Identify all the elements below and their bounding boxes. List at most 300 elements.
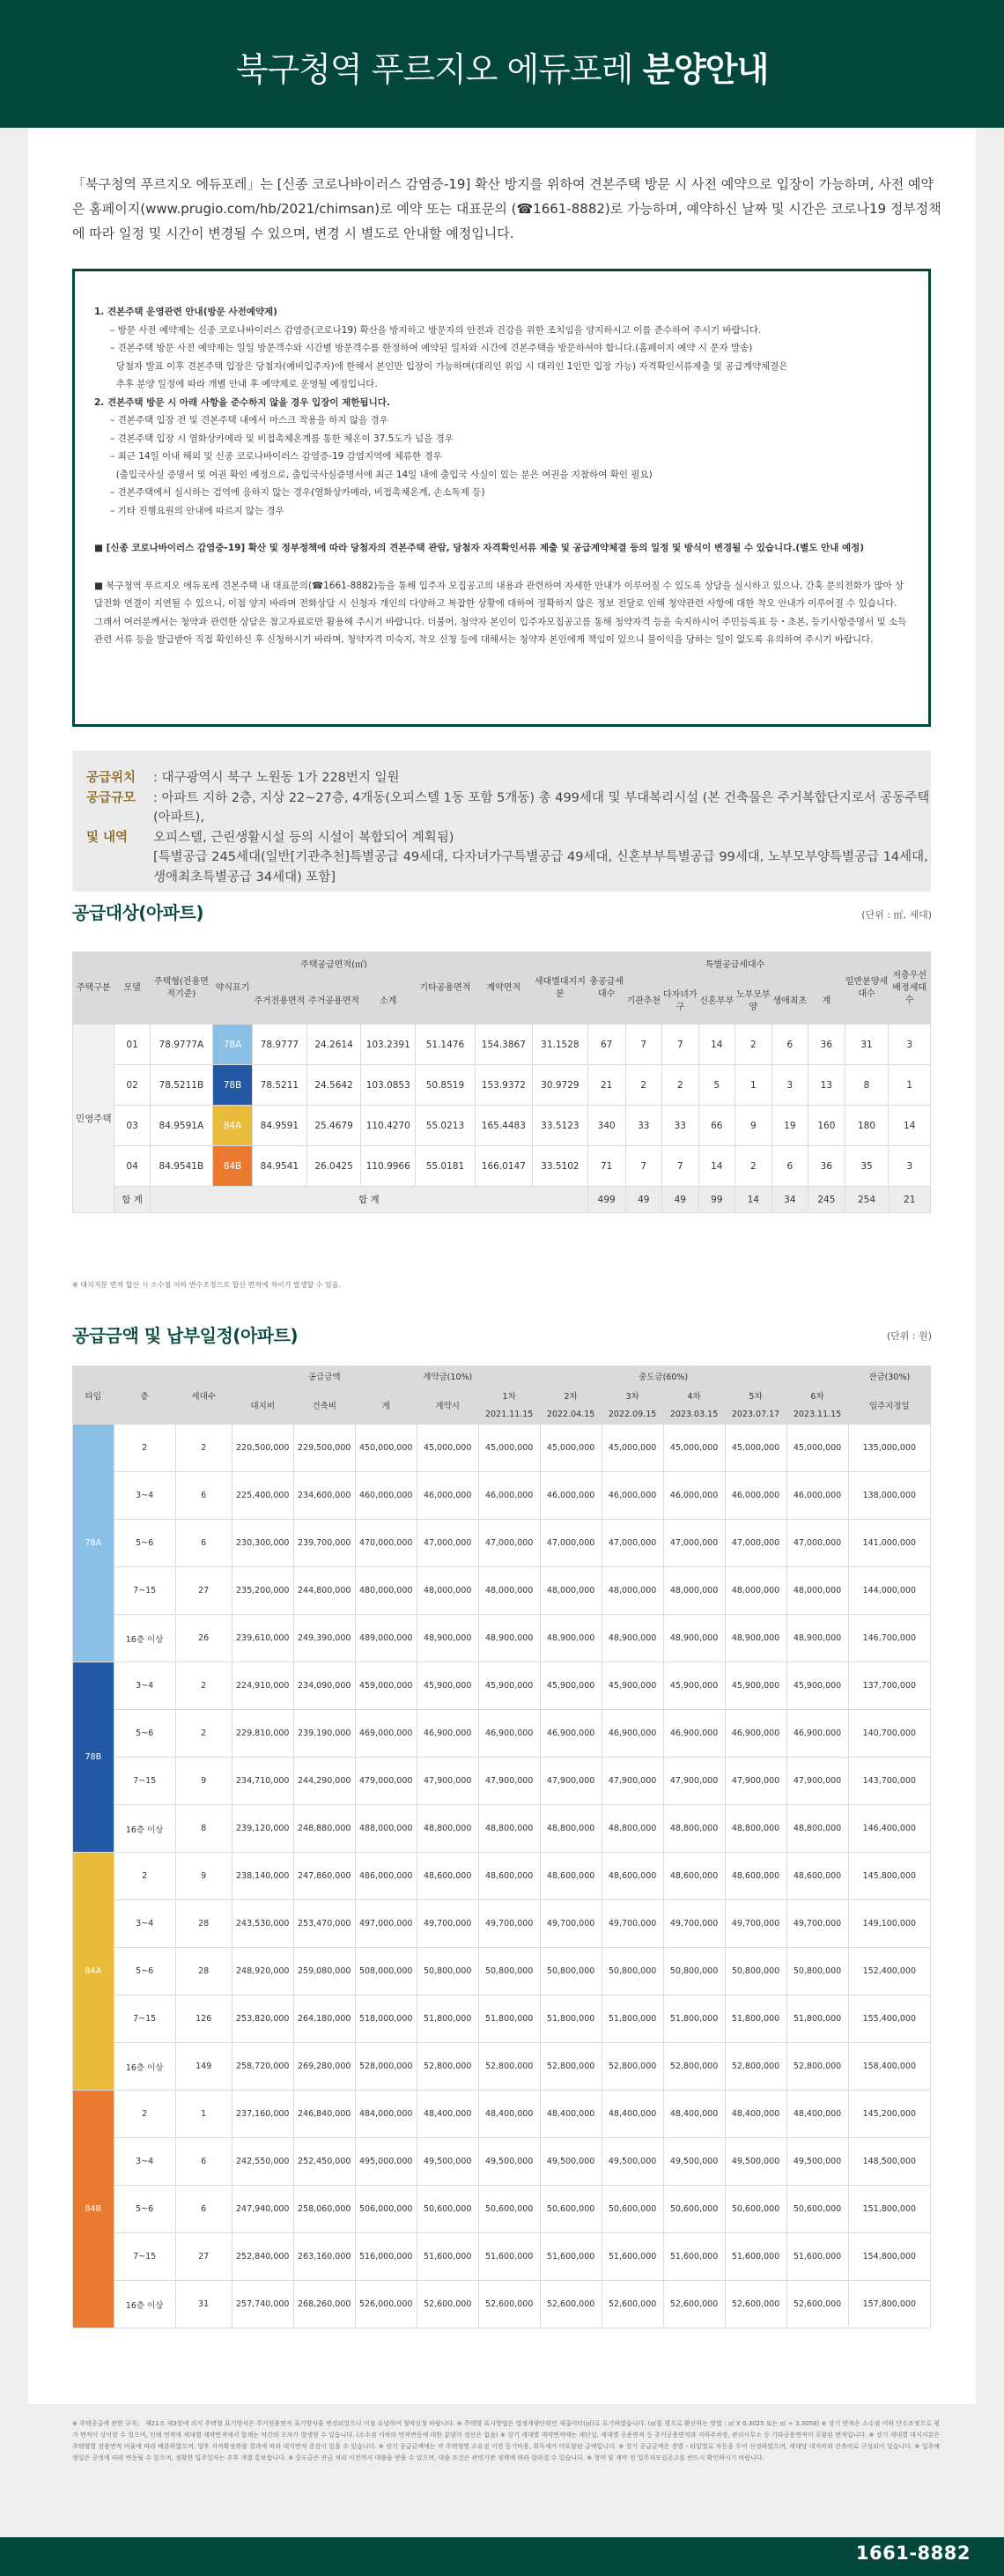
contract-cell: 153.9372 <box>475 1065 532 1106</box>
land-cell: 248,920,000 <box>232 1948 293 1995</box>
total-cell: 486,000,000 <box>355 1853 417 1900</box>
table-row <box>73 1662 931 1710</box>
excl-cell: 78.9777 <box>253 1025 307 1065</box>
dep-cell: 50,800,000 <box>417 1948 478 1995</box>
floor-cell: 3~4 <box>114 2138 175 2186</box>
mid-payment-cell: 48,800,000 <box>663 1805 725 1853</box>
floor-cell: 7~15 <box>114 1758 175 1805</box>
col-type: 주택형(전용면적기준) <box>150 952 212 1025</box>
newly-cell: 14 <box>698 1146 735 1187</box>
land-cell: 239,610,000 <box>232 1615 293 1662</box>
mid-payment-cell: 47,900,000 <box>478 1758 540 1805</box>
general-cell: 35 <box>845 1146 889 1187</box>
floor-cell: 5~6 <box>114 1520 175 1567</box>
supply-info-row <box>86 768 931 788</box>
notice-item: 당첨자 발표 이후 견본주택 입장은 당첨자(예비입주자)에 한해서 본인만 입장이 가능하며(대리인 위임 시 대리인 1인만 입장 가능) 자격확인서류제출 및 공급계약체결은 <box>110 360 788 372</box>
supply-info-value: 생애최초특별공급 34세대) 포함] <box>153 870 336 885</box>
contract-cell: 165.4483 <box>475 1106 532 1146</box>
mid-payment-cell: 49,500,000 <box>540 2138 602 2186</box>
notice-section-2-list <box>94 411 909 520</box>
mid-payment-cell: 49,700,000 <box>478 1900 540 1948</box>
mid-payment-cell: 52,800,000 <box>602 2043 663 2091</box>
mid-payment-cell: 48,400,000 <box>663 2091 725 2138</box>
sum-general: 254 <box>845 1187 889 1213</box>
building-cell: 252,450,000 <box>293 2138 355 2186</box>
other-cell: 50.8519 <box>416 1065 476 1106</box>
mid-payment-cell: 47,000,000 <box>478 1520 540 1567</box>
other-cell: 55.0213 <box>416 1106 476 1146</box>
model-cell: 03 <box>114 1106 150 1146</box>
land-cell: 238,140,000 <box>232 1853 293 1900</box>
land-cell: 234,710,000 <box>232 1758 293 1805</box>
type-cell: 84.9591A <box>150 1106 212 1146</box>
mid-payment-cell: 52,800,000 <box>663 2043 725 2091</box>
mid-payment-cell: 46,900,000 <box>786 1710 848 1758</box>
dep-cell: 49,700,000 <box>417 1900 478 1948</box>
sum-cell: 13 <box>808 1065 845 1106</box>
mid-payment-cell: 48,400,000 <box>602 2091 663 2138</box>
intro-text: 「북구청역 푸르지오 에듀포레」는 [신종 코로나바이러스 감염증-19] 확산 방지를 위하여 견본주택 방문 시 사전 예약으로 입장이 가능하며, 사전 예약은 홈페이지(www.prugio.com/hb/2021/chimsan)로 예약 또는 대표문의 (☎1661-8882)로 가능하며, 예약하신 날짜 및 시간은 코로나19 정부정책에 따라 일정 및 시간이 변경될 수 있으며, 변경 시 별도로 안내할 예정입니다. <box>72 176 941 241</box>
dep-cell: 48,000,000 <box>417 1567 478 1615</box>
model-cell: 04 <box>114 1146 150 1187</box>
building-cell: 247,860,000 <box>293 1853 355 1900</box>
mid-payment-cell: 48,900,000 <box>663 1615 725 1662</box>
sum-elder: 14 <box>735 1187 772 1213</box>
balance-cell: 141,000,000 <box>848 1520 930 1567</box>
price-table-title: 공급금액 및 납부일정(아파트) <box>72 1325 299 1346</box>
mid-payment-cell: 46,000,000 <box>663 1472 725 1520</box>
col-common: 주거공용면적 <box>306 979 361 1025</box>
supply-info-row <box>86 868 931 888</box>
dep-cell: 52,600,000 <box>417 2281 478 2328</box>
col-elder: 노부모부양 <box>735 979 772 1025</box>
sum-cell: 36 <box>808 1146 845 1187</box>
land-cell: 33.5102 <box>532 1146 587 1187</box>
col-land: 대지비 <box>232 1386 293 1425</box>
balance-cell: 158,400,000 <box>848 2043 930 2091</box>
col-contract-area: 계약면적 <box>475 952 532 1025</box>
col-general-units: 일반분양세대수 <box>845 952 889 1025</box>
mid-payment-cell: 52,600,000 <box>540 2281 602 2328</box>
land-cell: 30.9729 <box>532 1065 587 1106</box>
col-deposit-group: 계약금(10%) <box>417 1366 478 1386</box>
multi-cell: 7 <box>662 1025 699 1065</box>
balance-cell: 146,400,000 <box>848 1805 930 1853</box>
total-cell: 489,000,000 <box>355 1615 417 1662</box>
col-supply-group: 공급금액 <box>232 1366 417 1386</box>
mid-payment-cell: 47,000,000 <box>663 1520 725 1567</box>
mid-payment-cell: 45,900,000 <box>540 1662 602 1710</box>
mid-payment-cell: 48,900,000 <box>786 1615 848 1662</box>
mid-payment-cell: 49,500,000 <box>478 2138 540 2186</box>
col-special-group: 특별공급세대수 <box>625 952 845 979</box>
table-row <box>73 1615 931 1662</box>
model-cell: 02 <box>114 1065 150 1106</box>
notice-item: 추후 분양 일정에 따라 개별 안내 후 예약제로 운영될 예정입니다. <box>110 379 378 389</box>
balance-cell: 157,800,000 <box>848 2281 930 2328</box>
col-inst: 기관추천 <box>625 979 662 1025</box>
floor-cell: 16층 이상 <box>114 1615 175 1662</box>
mid-payment-cell: 50,800,000 <box>602 1948 663 1995</box>
mid-payment-cell: 49,700,000 <box>602 1900 663 1948</box>
total-cell: 450,000,000 <box>355 1425 417 1472</box>
balance-cell: 152,400,000 <box>848 1948 930 1995</box>
land-cell: 235,200,000 <box>232 1567 293 1615</box>
land-cell: 31.1528 <box>532 1025 587 1065</box>
supply-info-label: 및 내역 <box>86 830 129 845</box>
mid-payment-cell: 48,000,000 <box>786 1567 848 1615</box>
land-cell: 252,840,000 <box>232 2233 293 2281</box>
balance-cell: 151,800,000 <box>848 2186 930 2233</box>
units-cell: 8 <box>175 1805 232 1853</box>
units-cell: 6 <box>175 1520 232 1567</box>
lowest-cell: 1 <box>889 1065 931 1106</box>
mid-payment-cell: 47,000,000 <box>540 1520 602 1567</box>
mid-payment-cell: 51,800,000 <box>663 1995 725 2043</box>
col-type: 타입 <box>73 1366 114 1425</box>
mid-payment-cell: 50,600,000 <box>478 2186 540 2233</box>
page-footer <box>0 2537 1004 2576</box>
excl-cell: 78.5211 <box>253 1065 307 1106</box>
elder-cell: 9 <box>735 1106 772 1146</box>
mid-payment-cell: 49,500,000 <box>786 2138 848 2186</box>
page-title: 북구청역 푸르지오 에듀포레 분양안내 <box>235 50 769 89</box>
col-newly: 신혼부부 <box>698 979 735 1025</box>
table-row <box>73 2233 931 2281</box>
supply-info-label: 공급위치 <box>86 771 137 785</box>
page-header <box>0 0 1004 128</box>
mid-payment-cell: 48,900,000 <box>725 1615 786 1662</box>
mid-payment-cell: 49,700,000 <box>663 1900 725 1948</box>
land-cell: 237,160,000 <box>232 2091 293 2138</box>
model-cell: 01 <box>114 1025 150 1065</box>
units-cell: 6 <box>175 2138 232 2186</box>
notice-item: – 견본주택 입장 시 열화상카메라 및 비접촉체온계를 통한 체온이 37.5도가 넘을 경우 <box>110 433 454 444</box>
units-cell: 26 <box>175 1615 232 1662</box>
mid-payment-cell: 48,600,000 <box>540 1853 602 1900</box>
common-cell: 24.5642 <box>306 1065 361 1106</box>
supply-info-label: 공급규모 <box>86 790 137 805</box>
notice-item: – 견본주택 방문 사전 예약제는 일일 방문객수와 시간별 방문객수를 한정하여 예약된 일자와 시간에 견본주택을 방문하셔야 합니다.(홈페이지 예약 시 문자 발송) <box>110 343 753 353</box>
mid-payment-cell: 45,000,000 <box>540 1425 602 1472</box>
first-cell: 3 <box>771 1065 808 1106</box>
mid-payment-cell: 52,800,000 <box>725 2043 786 2091</box>
mid-payment-cell: 48,900,000 <box>540 1615 602 1662</box>
inst-cell: 7 <box>625 1025 662 1065</box>
price-table <box>72 1366 931 2328</box>
col-subtotal: 소계 <box>361 979 416 1025</box>
supply-info-value: 오피스텔, 근린생활시설 등의 시설이 복합되어 계획됨) <box>153 830 454 845</box>
mid-payment-cell: 52,800,000 <box>478 2043 540 2091</box>
general-cell: 8 <box>845 1065 889 1106</box>
mid-payment-cell: 48,400,000 <box>725 2091 786 2138</box>
dep-cell: 51,600,000 <box>417 2233 478 2281</box>
mid-payment-cell: 47,900,000 <box>725 1758 786 1805</box>
land-cell: 229,810,000 <box>232 1710 293 1758</box>
mid-payment-cell: 51,800,000 <box>725 1995 786 2043</box>
short-badge: 78B <box>212 1065 252 1106</box>
price-footnote: ※ 주택공급에 관한 규칙」 제21조 제3항에 의거 주택형 표기방식은 주거전용면적 표기방식을 변경되었으니 이점 유념하여 청약신청 바랍니다. ※ 주택형 표시방법은 법정계량단위인 제곱미터(㎡)로 표기하였습니다. (㎡를 평으로 환산하는 방법 : ㎡ X 0.3025 또는 ㎡ ÷ 3.3058) ※ 상기 면적은 소수점 이하 단수조정으로 평가 면적이 상이할 수 있으며, 인해 면적에 세대별 계약면적에서 합계는 약간의 오차가 발생할 수 있습니다. (소수점 이하의 면적변동에 대한 분양가 정산은 없음) ※ 상기 세대별 계약면적에는 계단실, 세대별 공용면적 등 주거공용면적과 지하주차장, 관리사무소 등 기타공용면적이 포함된 면적입니다. ※ 상기 세대별 대지지분은 주택형별 전용면적 비율에 따라 배분하였으며, 향후 지적확정측량 결과에 따라 대지면적 증감이 있을 수 있습니다. ※ 상기 공급금액에는 각 주택형별 소유권 이전 등기비용, 취득세가 미포함된 금액입니다. ※ 상기 공급금액은 층별・타입별로 차등을 두어 산정하였으며, 세대당 대지비와 건축비로 구성되어 있습니다. ※ 입주예정일은 공정에 따라 변동될 수 있으며, 정확한 입주일자는 추후 개별 통보합니다. ※ 중도금은 잔금 처리 이전까지 대출을 받을 수 있으며, 대출 조건은 관련기관 정책에 따라 달라질 수 있습니다. ※ 청약 및 계약 전 입주자모집공고를 반드시 확인하시기 바랍니다. <box>72 2420 942 2461</box>
mid-payment-cell: 50,800,000 <box>725 1948 786 1995</box>
col-mid-date: 2023.03.15 <box>663 1405 725 1425</box>
total-cell: 508,000,000 <box>355 1948 417 1995</box>
multi-cell: 7 <box>662 1146 699 1187</box>
col-floor: 층 <box>114 1366 175 1425</box>
balance-cell: 145,200,000 <box>848 2091 930 2138</box>
balance-cell: 140,700,000 <box>848 1710 930 1758</box>
subtotal-cell: 103.0853 <box>361 1065 416 1106</box>
units-cell: 28 <box>175 1900 232 1948</box>
sum-cell: 36 <box>808 1025 845 1065</box>
col-deposit: 계약시 <box>417 1386 478 1425</box>
dep-cell: 50,600,000 <box>417 2186 478 2233</box>
mid-payment-cell: 45,900,000 <box>602 1662 663 1710</box>
total-cell: 528,000,000 <box>355 2043 417 2091</box>
notice-item: – 최근 14일 이내 해외 및 신종 코로나바이러스 감염증-19 감염지역에 체류한 경우 <box>110 451 442 462</box>
col-total-units: 총공급세대수 <box>587 952 625 1025</box>
floor-cell: 3~4 <box>114 1662 175 1710</box>
mid-payment-cell: 48,600,000 <box>786 1853 848 1900</box>
sum-label: 합 계 <box>114 1187 150 1213</box>
table-row <box>73 2281 931 2328</box>
notice-paragraph-2: ■ 북구청역 푸르지오 에듀포레 견본주택 내 대표문의(☎1661-8882)등을 통해 입주자 모집공고의 내용과 관련하여 자세한 안내가 이루어질 수 있도록 상담을 실시하고 있으나, 간혹 문의전화가 많아 상담전화 연결이 지연될 수 있으니, 이점 양지 바라며 전화상담 시 신청자 개인의 다양하고 복잡한 상황에 대하여 정확하지 않은 정보 전달로 인해 청약관련 사항에 대한 착오 안내가 이루어질 수 있습니다. 그래서 여러분께서는 청약과 관련한 상담은 참고자료로만 활용해 주시기 바랍니다. 더불어, 청약자 본인이 입주자모집공고를 통해 청약자격 등을 숙지하시어 주민등록표 등・초본, 등기사항증명서 및 소득관련 서류 등을 발급받아 직접 확인하신 후 신청하시기 바라며, 청약자격 미숙지, 착오 신청 등에 대해서는 청약자 본인에게 책임이 있으니 불이익을 당하는 일이 없도록 유의하여 주시기 바랍니다. <box>94 580 907 645</box>
table-row <box>73 1425 931 1472</box>
mid-payment-cell: 51,600,000 <box>725 2233 786 2281</box>
land-cell: 243,530,000 <box>232 1900 293 1948</box>
subtotal-cell: 110.9966 <box>361 1146 416 1187</box>
col-model: 모델 <box>114 952 150 1025</box>
notice-section-1-list <box>94 322 909 394</box>
table-row <box>73 2043 931 2091</box>
mid-payment-cell: 50,800,000 <box>786 1948 848 1995</box>
mid-payment-cell: 46,000,000 <box>478 1472 540 1520</box>
mid-payment-cell: 48,800,000 <box>725 1805 786 1853</box>
dep-cell: 51,800,000 <box>417 1995 478 2043</box>
units-cell: 2 <box>175 1710 232 1758</box>
newly-cell: 5 <box>698 1065 735 1106</box>
floor-cell: 5~6 <box>114 1710 175 1758</box>
floor-cell: 7~15 <box>114 1995 175 2043</box>
units-cell: 27 <box>175 1567 232 1615</box>
col-short: 약식표기 <box>212 952 252 1025</box>
total-cell: 67 <box>587 1025 625 1065</box>
mid-payment-cell: 52,800,000 <box>540 2043 602 2091</box>
sum-cell: 160 <box>808 1106 845 1146</box>
contract-cell: 154.3867 <box>475 1025 532 1065</box>
col-land-share: 세대별대지지분 <box>532 952 587 1025</box>
total-cell: 469,000,000 <box>355 1710 417 1758</box>
land-cell: 33.5123 <box>532 1106 587 1146</box>
floor-cell: 5~6 <box>114 1948 175 1995</box>
table-row <box>73 1025 931 1065</box>
mid-payment-cell: 49,500,000 <box>663 2138 725 2186</box>
short-badge: 84B <box>212 1146 252 1187</box>
multi-cell: 33 <box>662 1106 699 1146</box>
mid-payment-cell: 45,900,000 <box>663 1662 725 1710</box>
mid-payment-cell: 51,600,000 <box>663 2233 725 2281</box>
col-excl: 주거전용면적 <box>253 979 307 1025</box>
type-badge: 84A <box>73 1853 114 2091</box>
notice-section-1-title: 1. 견본주택 운영관련 안내(방문 사전예약제) <box>94 307 277 317</box>
mid-payment-cell: 48,400,000 <box>786 2091 848 2138</box>
mid-payment-cell: 48,800,000 <box>478 1805 540 1853</box>
building-cell: 244,290,000 <box>293 1758 355 1805</box>
building-cell: 249,390,000 <box>293 1615 355 1662</box>
col-first: 생애최초 <box>771 979 808 1025</box>
sum-lowest: 21 <box>889 1187 931 1213</box>
supply-table-note: ※ 대지지분 면적 합산 시 소수점 이하 반수조정으로 합산 면적에 차이가 발생할 수 있음. <box>72 1281 342 1289</box>
balance-cell: 154,800,000 <box>848 2233 930 2281</box>
mid-payment-cell: 50,600,000 <box>786 2186 848 2233</box>
table-row <box>73 1853 931 1900</box>
mid-payment-cell: 51,800,000 <box>478 1995 540 2043</box>
sum-first: 34 <box>771 1187 808 1213</box>
dep-cell: 46,000,000 <box>417 1472 478 1520</box>
supply-table-unit: (단위 : ㎡, 세대) <box>861 909 932 921</box>
common-cell: 24.2614 <box>306 1025 361 1065</box>
building-cell: 258,060,000 <box>293 2186 355 2233</box>
mid-payment-cell: 46,000,000 <box>540 1472 602 1520</box>
subtotal-cell: 103.2391 <box>361 1025 416 1065</box>
dep-cell: 49,500,000 <box>417 2138 478 2186</box>
units-cell: 149 <box>175 2043 232 2091</box>
inst-cell: 7 <box>625 1146 662 1187</box>
total-cell: 479,000,000 <box>355 1758 417 1805</box>
table-row <box>73 1710 931 1758</box>
building-cell: 269,280,000 <box>293 2043 355 2091</box>
phone-number: 1661-8882 <box>855 2543 971 2564</box>
mid-payment-cell: 48,800,000 <box>540 1805 602 1853</box>
col-building: 건축비 <box>293 1386 355 1425</box>
excl-cell: 84.9541 <box>253 1146 307 1187</box>
total-cell: 526,000,000 <box>355 2281 417 2328</box>
mid-payment-cell: 51,800,000 <box>602 1995 663 2043</box>
floor-cell: 2 <box>114 2091 175 2138</box>
mid-payment-cell: 51,800,000 <box>786 1995 848 2043</box>
building-cell: 264,180,000 <box>293 1995 355 2043</box>
sum-total: 499 <box>587 1187 625 1213</box>
notice-item: – 방문 사전 예약제는 신종 코로나바이러스 감염증(코로나19) 확산을 방지하고 방문자의 안전과 건강을 위한 조치임을 양지하시고 이를 준수하여 주시기 바랍니다. <box>110 324 762 336</box>
building-cell: 244,800,000 <box>293 1567 355 1615</box>
newly-cell: 66 <box>698 1106 735 1146</box>
total-cell: 518,000,000 <box>355 1995 417 2043</box>
col-units: 세대수 <box>175 1366 232 1425</box>
land-cell: 257,740,000 <box>232 2281 293 2328</box>
building-cell: 239,700,000 <box>293 1520 355 1567</box>
lowest-cell: 3 <box>889 1146 931 1187</box>
dep-cell: 48,900,000 <box>417 1615 478 1662</box>
supply-info-label <box>86 868 153 888</box>
units-cell: 1 <box>175 2091 232 2138</box>
common-cell: 25.4679 <box>306 1106 361 1146</box>
mid-payment-cell: 51,600,000 <box>478 2233 540 2281</box>
dep-cell: 47,900,000 <box>417 1758 478 1805</box>
supply-info-value: : 대구광역시 북구 노원동 1가 228번지 일원 <box>153 771 400 785</box>
mid-payment-cell: 52,600,000 <box>663 2281 725 2328</box>
first-cell: 6 <box>771 1025 808 1065</box>
dep-cell: 47,000,000 <box>417 1520 478 1567</box>
notice-item: (출입국사실 증명서 및 여권 확인 예정으로, 출입국사실증명서에 최근 14일 내에 출입국 사실이 있는 분은 여권을 지참하여 확인 필요) <box>110 469 653 480</box>
supply-info-row <box>86 848 931 868</box>
total-cell: 459,000,000 <box>355 1662 417 1710</box>
total-cell: 497,000,000 <box>355 1900 417 1948</box>
mid-payment-cell: 46,900,000 <box>663 1710 725 1758</box>
col-mid-date: 2022.09.15 <box>602 1405 663 1425</box>
elder-cell: 1 <box>735 1065 772 1106</box>
mid-payment-cell: 47,000,000 <box>725 1520 786 1567</box>
floor-cell: 7~15 <box>114 1567 175 1615</box>
table-row <box>73 1900 931 1948</box>
dep-cell: 48,600,000 <box>417 1853 478 1900</box>
col-balance: 입주지정일 <box>848 1386 930 1425</box>
mid-payment-cell: 48,000,000 <box>540 1567 602 1615</box>
land-cell: 239,120,000 <box>232 1805 293 1853</box>
table-row <box>73 1106 931 1146</box>
excl-cell: 84.9591 <box>253 1106 307 1146</box>
mid-payment-cell: 49,700,000 <box>786 1900 848 1948</box>
units-cell: 27 <box>175 2233 232 2281</box>
balance-cell: 149,100,000 <box>848 1900 930 1948</box>
total-cell: 470,000,000 <box>355 1520 417 1567</box>
mid-payment-cell: 45,000,000 <box>725 1425 786 1472</box>
land-cell: 253,820,000 <box>232 1995 293 2043</box>
table-row <box>73 2091 931 2138</box>
mid-payment-cell: 47,900,000 <box>602 1758 663 1805</box>
units-cell: 126 <box>175 1995 232 2043</box>
col-mid-round: 1차 <box>478 1386 540 1405</box>
mid-payment-cell: 51,800,000 <box>540 1995 602 2043</box>
house-kind-cell: 민영주택 <box>73 1025 114 1213</box>
building-cell: 263,160,000 <box>293 2233 355 2281</box>
total-cell: 484,000,000 <box>355 2091 417 2138</box>
col-total: 계 <box>355 1386 417 1425</box>
land-cell: 258,720,000 <box>232 2043 293 2091</box>
subtotal-cell: 110.4270 <box>361 1106 416 1146</box>
mid-payment-cell: 48,600,000 <box>725 1853 786 1900</box>
balance-cell: 137,700,000 <box>848 1662 930 1710</box>
dep-cell: 46,900,000 <box>417 1710 478 1758</box>
type-cell: 78.5211B <box>150 1065 212 1106</box>
units-cell: 2 <box>175 1662 232 1710</box>
mid-payment-cell: 47,000,000 <box>786 1520 848 1567</box>
mid-payment-cell: 46,000,000 <box>725 1472 786 1520</box>
lowest-cell: 3 <box>889 1025 931 1065</box>
mid-payment-cell: 47,900,000 <box>540 1758 602 1805</box>
balance-cell: 135,000,000 <box>848 1425 930 1472</box>
table-row <box>73 2138 931 2186</box>
supply-info-row <box>86 828 931 848</box>
mid-payment-cell: 52,600,000 <box>478 2281 540 2328</box>
balance-cell: 145,800,000 <box>848 1853 930 1900</box>
notice-section-2-title: 2. 견본주택 방문 시 아래 사항을 준수하지 않을 경우 입장이 제한됩니다. <box>94 396 390 408</box>
mid-payment-cell: 51,600,000 <box>786 2233 848 2281</box>
balance-cell: 155,400,000 <box>848 1995 930 2043</box>
mid-payment-cell: 45,000,000 <box>786 1425 848 1472</box>
mid-payment-cell: 48,800,000 <box>602 1805 663 1853</box>
col-mid-date: 2023.11.15 <box>786 1405 848 1425</box>
mid-payment-cell: 50,600,000 <box>663 2186 725 2233</box>
units-cell: 6 <box>175 1472 232 1520</box>
sum-newly: 99 <box>698 1187 735 1213</box>
mid-payment-cell: 46,000,000 <box>786 1472 848 1520</box>
mid-payment-cell: 51,600,000 <box>540 2233 602 2281</box>
mid-payment-cell: 50,800,000 <box>478 1948 540 1995</box>
mid-payment-cell: 52,600,000 <box>602 2281 663 2328</box>
units-cell: 9 <box>175 1853 232 1900</box>
general-cell: 180 <box>845 1106 889 1146</box>
table-row <box>73 1805 931 1853</box>
inst-cell: 33 <box>625 1106 662 1146</box>
